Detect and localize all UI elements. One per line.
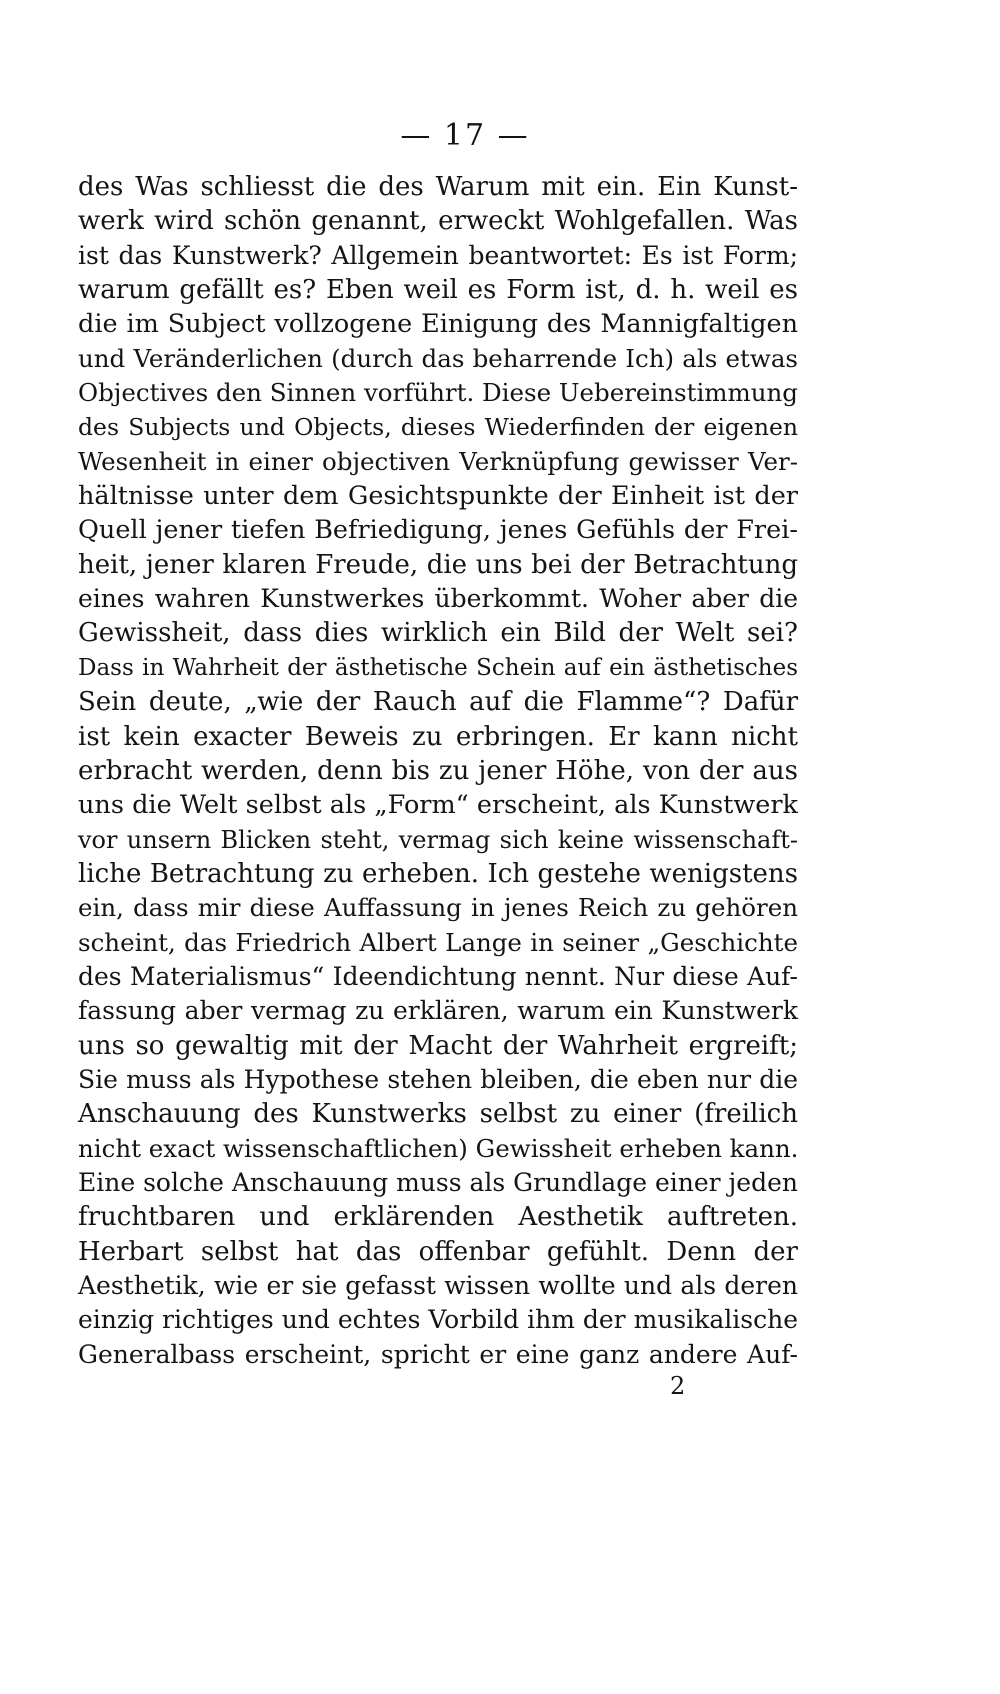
text-line: ist das Kunstwerk? Allgemein beantwortet: Es ist Form; (78, 240, 798, 270)
text-line: fruchtbaren und erklärenden Aesthetik auftreten. (78, 1202, 798, 1233)
text-line: Sie muss als Hypothese stehen bleiben, die eben nur die (78, 1064, 798, 1094)
text-line: warum gefällt es? Eben weil es Form ist, d. h. weil es (78, 275, 798, 306)
text-line: Objectives den Sinnen vorführt. Diese Uebereinstimmung (78, 378, 798, 408)
text-line: und Veränderlichen (durch das beharrende Ich) als etwas (78, 343, 798, 373)
text-line: Gewissheit, dass dies wirklich ein Bild der Welt sei? (78, 618, 798, 649)
text-line: werk wird schön genannt, erweckt Wohlgefallen. Was (78, 206, 798, 237)
text-line: Generalbass erscheint, spricht er eine ganz andere Auf- (78, 1339, 798, 1369)
text-line: einzig richtiges und echtes Vorbild ihm der musikalische (78, 1305, 798, 1335)
text-line: die im Subject vollzogene Einigung des Mannigfaltigen (78, 309, 798, 340)
text-line: uns die Welt selbst als „Form“ erscheint, als Kunstwerk (78, 790, 798, 821)
text-line: Wesenheit in einer objectiven Verknüpfung gewisser Ver- (78, 446, 798, 476)
text-line: des Subjects und Objects, dieses Wiederfinden der eigenen (78, 413, 798, 442)
text-line: Quell jener tiefen Befriedigung, jenes Gefühls der Frei- (78, 515, 798, 546)
text-line: des Was schliesst die des Warum mit ein. Ein Kunst- (78, 172, 798, 202)
text-line: ein, dass mir diese Auffassung in jenes Reich zu gehören (78, 893, 798, 923)
page-number: — 17 — (400, 118, 530, 153)
text-line: nicht exact wissenschaftlichen) Gewissheit erheben kann. (78, 1133, 799, 1163)
text-line: uns so gewaltig mit der Macht der Wahrheit ergreift; (78, 1030, 798, 1061)
text-line: Anschauung des Kunstwerks selbst zu einer (freilich (78, 1099, 798, 1130)
text-line: Herbart selbst hat das offenbar gefühlt. Denn der (78, 1236, 798, 1267)
text-line: heit, jener klaren Freude, die uns bei der Betrachtung (78, 549, 798, 580)
text-line: Sein deute, „wie der Rauch auf die Flamme“? Dafür (78, 687, 798, 718)
text-line: Dass in Wahrheit der ästhetische Schein auf ein ästhetisches (78, 654, 798, 681)
text-line: erbracht werden, denn bis zu jener Höhe, von der aus (78, 755, 798, 786)
text-line: Aesthetik, wie er sie gefasst wissen wollte und als deren (78, 1271, 798, 1300)
text-line: Eine solche Anschauung muss als Grundlage einer jeden (78, 1167, 798, 1197)
text-line: vor unsern Blicken steht, vermag sich keine wissenschaft- (78, 825, 798, 854)
text-line: eines wahren Kunstwerkes überkommt. Woher aber die (78, 584, 798, 614)
text-line: ist kein exacter Beweis zu erbringen. Er kann nicht (78, 721, 798, 752)
body-text (78, 170, 798, 1372)
text-line: hältnisse unter dem Gesichtspunkte der Einheit ist der (78, 481, 798, 512)
text-line: des Materialismus“ Ideendichtung nennt. Nur diese Auf- (78, 961, 798, 991)
text-line: fassung aber vermag zu erklären, warum ein Kunstwerk (78, 996, 798, 1026)
signature-mark: 2 (670, 1372, 686, 1400)
text-line: scheint, das Friedrich Albert Lange in seiner „Geschichte (78, 927, 798, 957)
text-line: liche Betrachtung zu erheben. Ich gestehe wenigstens (78, 858, 798, 889)
